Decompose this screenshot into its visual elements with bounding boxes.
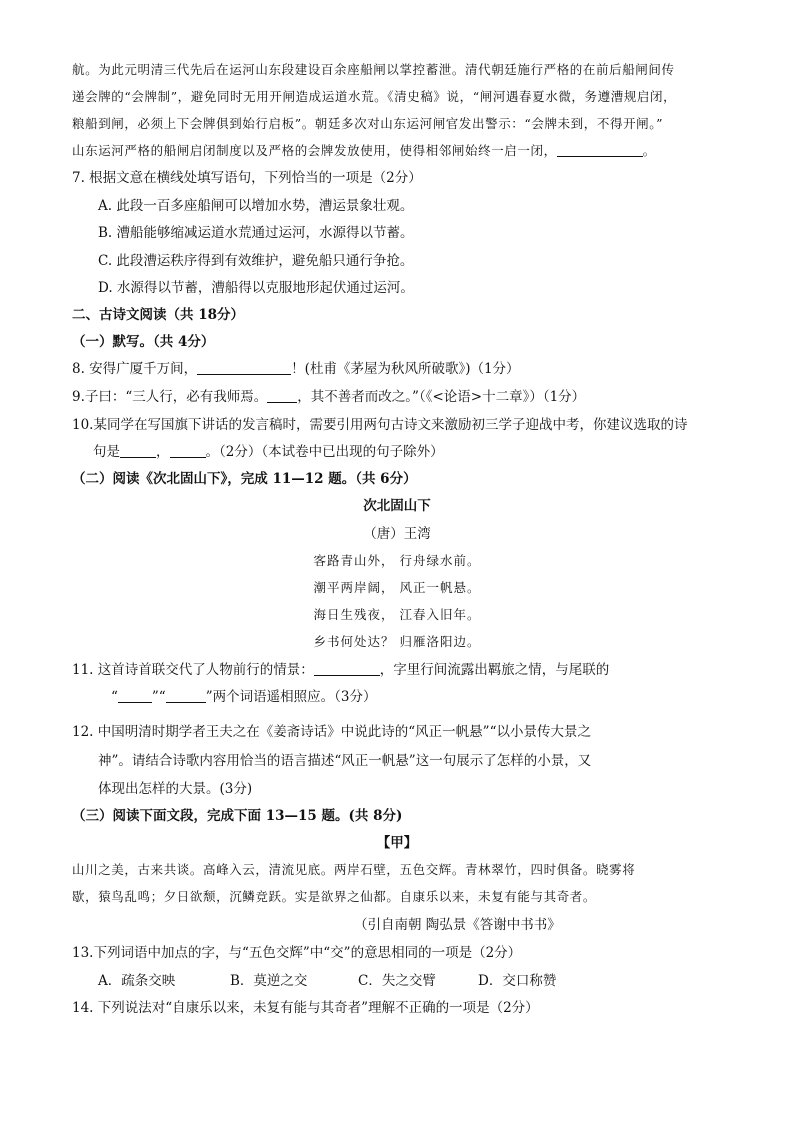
question-12-line: 12. 中国明清时期学者王夫之在《姜斋诗话》中说此诗的“风正一帆悬”“以小景传大景之 bbox=[72, 724, 591, 740]
heading-text: 题。（共 6分） bbox=[323, 471, 417, 487]
subsection-heading bbox=[72, 470, 417, 488]
answer-blank[interactable] bbox=[166, 688, 206, 703]
q13-option-b[interactable]: B．莫逆之交 bbox=[230, 973, 308, 989]
question-7-stem: 7. 根据文意在横线处填写语句，下列恰当的一项是（2分） bbox=[72, 170, 422, 186]
q7-option-a[interactable]: A. 此段一百多座船闸可以增加水势，漕运景象壮观。 bbox=[98, 198, 414, 214]
poem-line: 潮平两岸阔， 风正一帆悬。 bbox=[313, 580, 481, 595]
answer-blank[interactable] bbox=[314, 661, 380, 676]
heading-range: 13—15 bbox=[265, 808, 317, 824]
q7-option-b[interactable]: B. 漕船能够缩减运道水荒通过运河，水源得以节蓄。 bbox=[98, 225, 414, 241]
q9-text: 9.子曰：“三人行，必有我师焉。 bbox=[72, 389, 268, 405]
q11-text: ”两个词语遥相照应。（3分） bbox=[205, 689, 377, 705]
heading-text: （三）阅读下面文段，完成下面 bbox=[72, 808, 266, 824]
q10-text: ， bbox=[156, 444, 170, 460]
heading-text: 题。(共 8分) bbox=[316, 808, 403, 824]
q7-option-d[interactable]: D. 水源得以节蓄，漕船得以克服地形起伏通过运河。 bbox=[98, 280, 414, 296]
q8-text: ！(杜甫《茅屋为秋风所破歌》)（1分） bbox=[291, 361, 520, 377]
q7-option-c[interactable]: C. 此段漕运秩序得到有效维护，避免船只通行争抢。 bbox=[98, 253, 414, 269]
q13-option-c[interactable]: C．失之交臂 bbox=[358, 973, 436, 989]
question-12-line: 神”。请结合诗歌内容用恰当的语言描述“风正一帆悬”这一句展示了怎样的小景，又 bbox=[98, 753, 592, 769]
question-10-line bbox=[93, 443, 444, 461]
q13-options bbox=[98, 972, 556, 990]
q11-text: ，字里行间流露出羁旅之情，与尾联的 bbox=[379, 662, 610, 678]
question-9 bbox=[72, 388, 585, 406]
passage-text: 。 bbox=[642, 143, 656, 158]
passage-text: 山东运河严格的船闸启闭制度以及严格的会牌发放使用，使得相邻闸始终一启一闭， bbox=[72, 143, 557, 158]
answer-blank[interactable] bbox=[118, 688, 152, 703]
q13-option-a[interactable]: A．疏条交映 bbox=[98, 973, 176, 989]
subsection-heading bbox=[72, 807, 402, 825]
poem-line: 乡书何处达？ 归雁洛阳边。 bbox=[313, 634, 481, 649]
passage-line: 航。为此元明清三代先后在运河山东段建设百余座船闸以掌控蓄泄。清代朝廷施行严格的在前后船闸间传 bbox=[72, 62, 675, 77]
subsection-heading: （一）默写。（共 4分） bbox=[72, 334, 215, 350]
question-10-line: 10.某同学在写国旗下讲话的发言稿时，需要引用两句古诗文来激励初三学子迎战中考，你建议选取的诗 bbox=[72, 417, 688, 433]
q8-text: 8. 安得广厦千万间， bbox=[72, 361, 198, 377]
answer-blank[interactable] bbox=[120, 443, 156, 458]
poem-author: （唐）王湾 bbox=[363, 526, 431, 542]
passage-source: （引自南朝 陶弘景《答谢中书书》 bbox=[354, 917, 561, 933]
answer-blank[interactable] bbox=[170, 443, 206, 458]
q13-option-d[interactable]: D．交口称赞 bbox=[478, 973, 557, 989]
question-11-line bbox=[72, 661, 609, 679]
q10-text: 句是 bbox=[93, 444, 120, 460]
poem-title: 次北固山下 bbox=[363, 498, 431, 514]
heading-range: 11—12 bbox=[272, 471, 324, 487]
answer-blank[interactable] bbox=[557, 142, 643, 157]
question-12-line: 体现出怎样的大景。(3分) bbox=[98, 781, 253, 797]
q11-text: “ bbox=[111, 689, 118, 705]
passage-line: 山川之美，古来共谈。高峰入云，清流见底。两岸石壁，五色交辉。青林翠竹，四时俱备。晓雾将 bbox=[72, 862, 636, 877]
passage-label: 【甲】 bbox=[376, 835, 418, 851]
passage-line: 歇，猿鸟乱鸣；夕日欲颓，沉鳞竞跃。实是欲界之仙都。自康乐以来，未复有能与其奇者。 bbox=[72, 889, 597, 904]
passage-line: 递会牌的“会牌制”，避免同时无用开闸造成运道水荒。《清史稿》说，“闸河遇春夏水微，务遵漕规启闭， bbox=[72, 89, 677, 104]
question-13-stem: 13.下列词语中加点的字，与“五色交辉”中“交”的意思相同的一项是（2分） bbox=[72, 945, 522, 961]
poem-line: 海日生残夜， 江春入旧年。 bbox=[313, 607, 481, 622]
q11-text: 11. 这首诗首联交代了人物前行的情景： bbox=[72, 662, 314, 678]
question-11-line bbox=[111, 688, 376, 706]
passage-line: 粮船到闸，必须上下会牌俱到始行启板”。朝廷多次对山东运河闸官发出警示：“会牌未到，不得开闸。” bbox=[72, 116, 664, 131]
poem-line: 客路青山外， 行舟绿水前。 bbox=[313, 553, 481, 568]
answer-blank[interactable] bbox=[197, 360, 291, 375]
passage-line bbox=[72, 142, 656, 160]
question-14-stem: 14. 下列说法对“自康乐以来，未复有能与其奇者”理解不正确的一项是（2分） bbox=[72, 1000, 539, 1016]
section-heading: 二、古诗文阅读（共 18分） bbox=[72, 307, 244, 323]
question-8 bbox=[72, 360, 520, 378]
q9-text: ，其不善者而改之。”（《<论语>十二章》）（1分） bbox=[297, 389, 586, 405]
answer-blank[interactable] bbox=[267, 388, 297, 403]
q10-text: 。（2分）（本试卷中已出现的句子除外） bbox=[205, 444, 444, 460]
heading-text: （二）阅读《次北固山下》，完成 bbox=[72, 471, 273, 487]
q11-text: ”“ bbox=[151, 689, 166, 705]
